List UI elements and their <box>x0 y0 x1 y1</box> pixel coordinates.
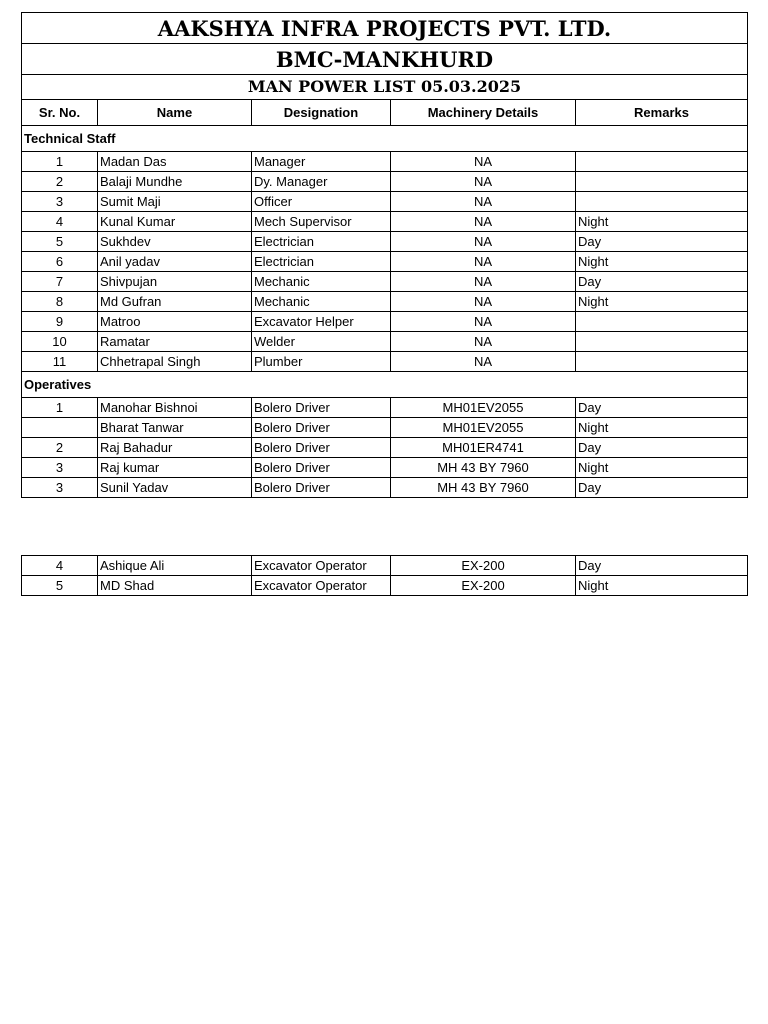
designation-cell: Mech Supervisor <box>252 212 391 232</box>
remarks-cell <box>576 332 748 352</box>
sr-no-cell: 11 <box>22 352 98 372</box>
table-row <box>22 576 748 596</box>
site-title: BMC-MANKHURD <box>22 44 748 75</box>
remarks-cell <box>576 152 748 172</box>
designation-cell: Bolero Driver <box>252 418 391 438</box>
machinery-cell: MH01EV2055 <box>391 398 576 418</box>
machinery-cell: MH01ER4741 <box>391 438 576 458</box>
name-cell: Kunal Kumar <box>98 212 252 232</box>
name-cell: Sunil Yadav <box>98 478 252 498</box>
column-header-sr-no: Sr. No. <box>22 100 98 126</box>
machinery-cell: NA <box>391 172 576 192</box>
sr-no-cell: 3 <box>22 192 98 212</box>
name-cell: Ashique Ali <box>98 556 252 576</box>
table-row <box>22 312 748 332</box>
name-cell: MD Shad <box>98 576 252 596</box>
sr-no-cell: 5 <box>22 576 98 596</box>
table-row <box>22 352 748 372</box>
section-title: Operatives <box>22 372 748 398</box>
table-row <box>22 272 748 292</box>
machinery-cell: MH 43 BY 7960 <box>391 478 576 498</box>
sr-no-cell: 2 <box>22 172 98 192</box>
table-row <box>22 192 748 212</box>
remarks-cell: Night <box>576 252 748 272</box>
name-cell: Matroo <box>98 312 252 332</box>
designation-cell: Bolero Driver <box>252 478 391 498</box>
table-row <box>22 292 748 312</box>
remarks-cell: Night <box>576 576 748 596</box>
name-cell: Md Gufran <box>98 292 252 312</box>
designation-cell: Electrician <box>252 232 391 252</box>
remarks-cell: Day <box>576 556 748 576</box>
remarks-cell <box>576 192 748 212</box>
sr-no-cell <box>22 418 98 438</box>
sr-no-cell: 4 <box>22 556 98 576</box>
remarks-cell: Day <box>576 272 748 292</box>
machinery-cell: NA <box>391 272 576 292</box>
sr-no-cell: 3 <box>22 478 98 498</box>
name-cell: Sukhdev <box>98 232 252 252</box>
designation-cell: Electrician <box>252 252 391 272</box>
remarks-cell: Night <box>576 212 748 232</box>
column-header-name: Name <box>98 100 252 126</box>
designation-cell: Bolero Driver <box>252 458 391 478</box>
remarks-cell: Night <box>576 418 748 438</box>
designation-cell: Excavator Operator <box>252 556 391 576</box>
remarks-cell <box>576 352 748 372</box>
sr-no-cell: 10 <box>22 332 98 352</box>
remarks-cell <box>576 172 748 192</box>
name-cell: Raj kumar <box>98 458 252 478</box>
remarks-cell: Day <box>576 398 748 418</box>
remarks-cell <box>576 312 748 332</box>
machinery-cell: MH01EV2055 <box>391 418 576 438</box>
machinery-cell: NA <box>391 352 576 372</box>
sr-no-cell: 7 <box>22 272 98 292</box>
machinery-cell: NA <box>391 252 576 272</box>
table-row <box>22 152 748 172</box>
company-title-row <box>22 13 748 44</box>
table-row <box>22 418 748 438</box>
designation-cell: Bolero Driver <box>252 438 391 458</box>
name-cell: Balaji Mundhe <box>98 172 252 192</box>
machinery-cell: NA <box>391 212 576 232</box>
column-header-row <box>22 100 748 126</box>
list-title-row <box>22 75 748 100</box>
name-cell: Bharat Tanwar <box>98 418 252 438</box>
table-row <box>22 438 748 458</box>
sr-no-cell: 5 <box>22 232 98 252</box>
designation-cell: Welder <box>252 332 391 352</box>
designation-cell: Mechanic <box>252 272 391 292</box>
table-row <box>22 458 748 478</box>
machinery-cell: NA <box>391 152 576 172</box>
name-cell: Shivpujan <box>98 272 252 292</box>
name-cell: Chhetrapal Singh <box>98 352 252 372</box>
name-cell: Sumit Maji <box>98 192 252 212</box>
site-title-row <box>22 44 748 75</box>
additional-operators-body <box>22 556 748 596</box>
remarks-cell: Day <box>576 478 748 498</box>
designation-cell: Dy. Manager <box>252 172 391 192</box>
sr-no-cell: 1 <box>22 152 98 172</box>
name-cell: Raj Bahadur <box>98 438 252 458</box>
column-header-remarks: Remarks <box>576 100 748 126</box>
table-row <box>22 556 748 576</box>
sr-no-cell: 4 <box>22 212 98 232</box>
machinery-cell: NA <box>391 312 576 332</box>
table-row <box>22 212 748 232</box>
machinery-cell: NA <box>391 292 576 312</box>
designation-cell: Plumber <box>252 352 391 372</box>
list-title: MAN POWER LIST 05.03.2025 <box>22 75 748 100</box>
column-header-designation: Designation <box>252 100 391 126</box>
machinery-cell: EX-200 <box>391 556 576 576</box>
machinery-cell: NA <box>391 192 576 212</box>
name-cell: Manohar Bishnoi <box>98 398 252 418</box>
remarks-cell: Night <box>576 458 748 478</box>
additional-operators-table <box>21 555 748 596</box>
table-row <box>22 252 748 272</box>
designation-cell: Excavator Operator <box>252 576 391 596</box>
designation-cell: Bolero Driver <box>252 398 391 418</box>
manpower-table <box>21 12 748 498</box>
remarks-cell: Night <box>576 292 748 312</box>
table-row <box>22 232 748 252</box>
section-header-row <box>22 126 748 152</box>
designation-cell: Excavator Helper <box>252 312 391 332</box>
machinery-cell: EX-200 <box>391 576 576 596</box>
name-cell: Anil yadav <box>98 252 252 272</box>
table-row <box>22 478 748 498</box>
sr-no-cell: 9 <box>22 312 98 332</box>
company-title: AAKSHYA INFRA PROJECTS PVT. LTD. <box>22 13 748 44</box>
machinery-cell: MH 43 BY 7960 <box>391 458 576 478</box>
designation-cell: Mechanic <box>252 292 391 312</box>
sr-no-cell: 6 <box>22 252 98 272</box>
sr-no-cell: 2 <box>22 438 98 458</box>
sr-no-cell: 1 <box>22 398 98 418</box>
machinery-cell: NA <box>391 232 576 252</box>
designation-cell: Officer <box>252 192 391 212</box>
table-row <box>22 332 748 352</box>
sr-no-cell: 8 <box>22 292 98 312</box>
remarks-cell: Day <box>576 232 748 252</box>
manpower-table-body <box>22 13 748 498</box>
section-title: Technical Staff <box>22 126 748 152</box>
section-header-row <box>22 372 748 398</box>
name-cell: Ramatar <box>98 332 252 352</box>
sr-no-cell: 3 <box>22 458 98 478</box>
column-header-machinery-details: Machinery Details <box>391 100 576 126</box>
remarks-cell: Day <box>576 438 748 458</box>
table-row <box>22 398 748 418</box>
table-row <box>22 172 748 192</box>
designation-cell: Manager <box>252 152 391 172</box>
machinery-cell: NA <box>391 332 576 352</box>
name-cell: Madan Das <box>98 152 252 172</box>
